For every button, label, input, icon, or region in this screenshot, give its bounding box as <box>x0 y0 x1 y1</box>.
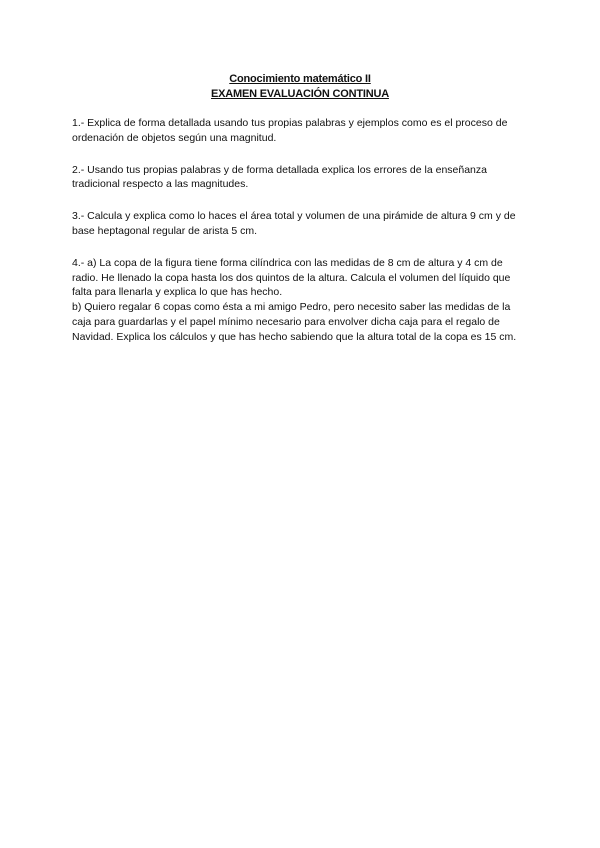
question-list <box>72 116 530 362</box>
document-subtitle: EXAMEN EVALUACIÓN CONTINUA <box>211 88 389 100</box>
question-3-text: 3.- Calcula y explica como lo haces el área total y volumen de una pirámide de altura 9 cm y de base heptagonal regular de arista 5 cm. <box>72 210 516 237</box>
document-title: Conocimiento matemático II <box>229 73 371 85</box>
question-2-text: 2.- Usando tus propias palabras y de forma detallada explica los errores de la enseñanza tradicional respecto a las magnitudes. <box>72 163 487 191</box>
question-3 <box>72 209 530 239</box>
question-4 <box>72 256 530 345</box>
question-4a-text: 4.- a) La copa de la figura tiene forma cilíndrica con las medidas de 8 cm de altura y 4 cm de radio. He llenado la copa hasta los dos quintos de la altura. Calcula el volumen del líquido que falta para llenarla y explica lo que has hecho. <box>72 256 511 299</box>
question-2 <box>72 163 530 193</box>
question-1-text: 1.- Explica de forma detallada usando tus propias palabras y ejemplos como es el proceso de ordenación de objetos según una magnitud. <box>72 117 508 144</box>
question-1 <box>72 116 530 146</box>
question-4b-text: b) Quiero regalar 6 copas como ésta a mi amigo Pedro, pero necesito saber las medidas de la caja para guardarlas y el papel mínimo necesario para envolver dicha caja para el regalo de Navidad. Explica los cálculos y que has hecho sabiendo que la altura total de la copa es 15 cm. <box>72 301 517 343</box>
document-header <box>0 72 600 102</box>
